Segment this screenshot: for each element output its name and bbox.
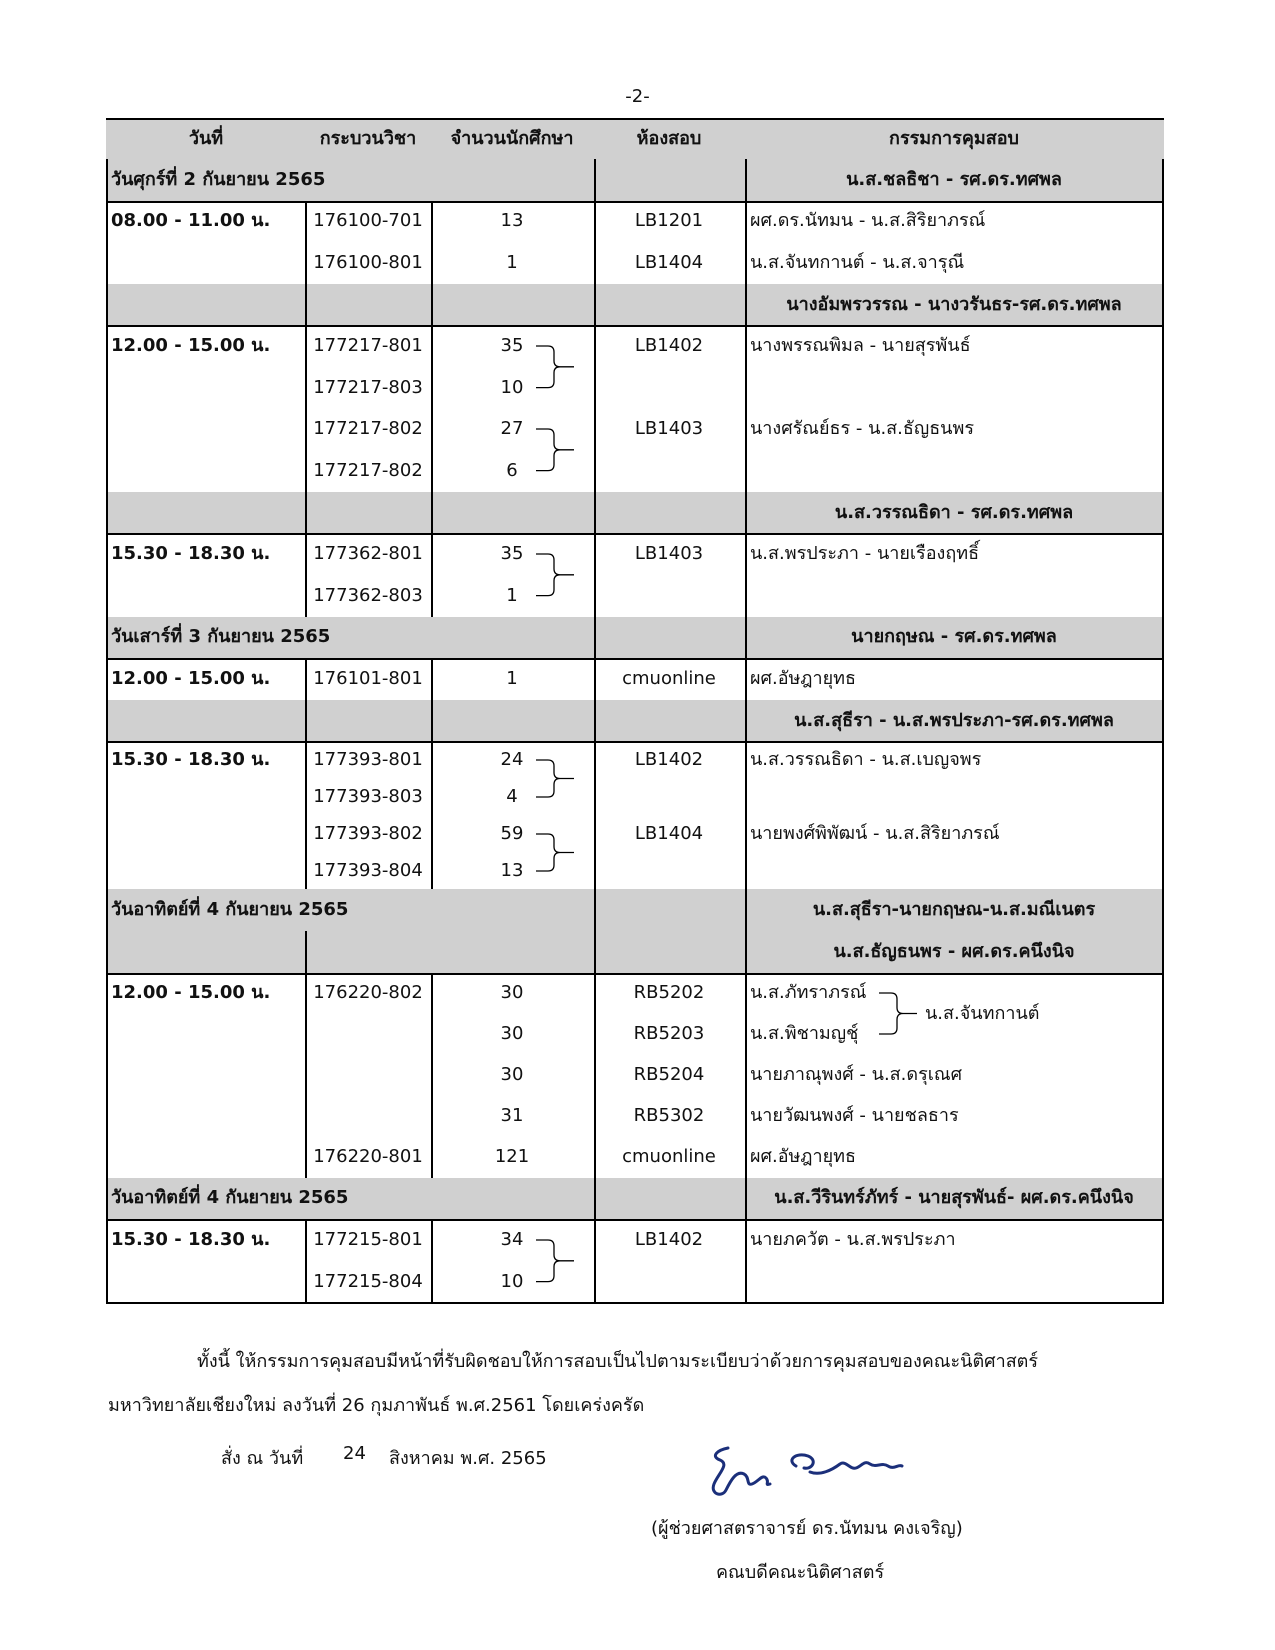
exam-room: LB1404 (634, 252, 704, 273)
table-rule (106, 700, 108, 742)
proctors: นางศรัณย์ธร - น.ส.ธัญธนพร (750, 418, 975, 440)
footer-paragraph-line-1: ทั้งนี้ ให้กรรมการคุมสอบมีหน้าที่รับผิดชอบให้การสอบเป็นไปตามระเบียบว่าด้วยการคุมสอบของคณะนิติศาสตร์ (197, 1351, 1039, 1372)
table-rule (594, 533, 596, 616)
table-rule (594, 284, 596, 326)
student-count: 35 (500, 335, 524, 357)
exam-room: LB1402 (634, 335, 704, 357)
exam-room: RB5202 (633, 982, 705, 1004)
shared-proctor: น.ส.จันทกานต์ (925, 1002, 1040, 1024)
student-count-brace (534, 549, 578, 601)
section-day: วันศุกร์ที่ 2 กันยายน 2565 (111, 168, 326, 190)
proctors: นางพรรณพิมล - นายสุรพันธ์ (750, 335, 971, 357)
time-slot: 08.00 - 11.00 น. (111, 210, 271, 232)
section-chief-proctors: น.ส.วรรณธิดา - รศ.ดร.ทศพล (834, 501, 1074, 523)
page-number: -2- (625, 86, 650, 107)
course-code: 176220-802 (313, 982, 423, 1004)
student-count: 121 (494, 1146, 530, 1168)
student-count-brace (534, 424, 578, 476)
table-rule (1162, 533, 1164, 616)
table-rule (106, 658, 1164, 660)
course-code: 177362-803 (313, 584, 423, 606)
proctors: ผศ.ดร.นัทมน - น.ส.สิริยาภรณ์ (750, 210, 986, 232)
table-rule (1162, 159, 1164, 201)
exam-room: LB1201 (634, 210, 704, 232)
order-date-prefix: สั่ง ณ วันที่ (221, 1448, 304, 1469)
table-rule (1162, 325, 1164, 491)
table-rule (431, 492, 433, 534)
course-code: 176101-801 (313, 668, 423, 689)
proctors: น.ส.จันทกานต์ - น.ส.จารุณี (750, 252, 965, 273)
course-code: 177393-801 (313, 748, 423, 770)
table-rule (594, 201, 596, 284)
table-rule (745, 284, 747, 326)
table-rule (1162, 201, 1164, 284)
time-slot: 15.30 - 18.30 น. (111, 543, 271, 565)
proctors: น.ส.พรประภา - นายเรืองฤทธิ์ (750, 543, 980, 565)
time-slot: 15.30 - 18.30 น. (111, 1229, 271, 1250)
section-day: วันอาทิตย์ที่ 4 กันยายน 2565 (111, 1187, 349, 1209)
table-rule (431, 973, 433, 1178)
student-count: 13 (500, 210, 524, 232)
time-slot: 12.00 - 15.00 น. (111, 982, 271, 1004)
column-header: กรรมการคุมสอบ (889, 127, 1019, 149)
table-rule (745, 700, 747, 742)
table-rule (431, 201, 433, 284)
table-rule (106, 973, 108, 1178)
table-rule (1162, 889, 1164, 972)
table-rule (745, 617, 747, 659)
course-code: 177217-802 (313, 418, 423, 440)
table-rule (594, 159, 596, 201)
course-code: 176100-701 (313, 210, 423, 232)
table-rule (106, 1219, 1164, 1221)
table-rule (106, 617, 108, 659)
table-rule (1162, 973, 1164, 1178)
student-count-brace (534, 829, 578, 876)
footer-paragraph-line-2: มหาวิทยาลัยเชียงใหม่ ลงวันที่ 26 กุมภาพันธ์ พ.ศ.2561 โดยเคร่งครัด (108, 1395, 645, 1416)
table-rule (106, 889, 108, 972)
table-rule (305, 492, 307, 534)
course-code: 177215-801 (313, 1229, 423, 1250)
table-rule (305, 658, 307, 700)
table-rule (745, 201, 747, 284)
student-count: 30 (500, 1023, 524, 1045)
section-chief-proctors: น.ส.ธัญธนพร - ผศ.ดร.คนึงนิจ (833, 940, 1075, 962)
table-rule (106, 325, 1164, 327)
student-count: 35 (500, 543, 524, 565)
table-rule (1162, 1219, 1164, 1302)
exam-room: RB5302 (633, 1105, 705, 1127)
student-count: 10 (500, 376, 524, 398)
section-chief-proctors: นางอัมพรวรรณ - นางวรันธร-รศ.ดร.ทศพล (786, 293, 1122, 315)
table-rule (106, 741, 1164, 743)
student-count: 6 (506, 460, 518, 481)
course-code: 177217-802 (313, 460, 423, 481)
table-rule (305, 931, 307, 973)
table-rule (745, 889, 747, 972)
table-rule (305, 973, 307, 1178)
table-rule (745, 658, 747, 700)
student-count-brace (534, 341, 578, 393)
table-rule (106, 658, 108, 700)
proctors: น.ส.ภัทราภรณ์ (750, 982, 867, 1004)
table-rule (106, 492, 108, 534)
table-rule (106, 533, 108, 616)
signature-image (700, 1440, 940, 1510)
table-rule (745, 1178, 747, 1220)
section-day: วันอาทิตย์ที่ 4 กันยายน 2565 (111, 899, 349, 921)
exam-room: RB5203 (633, 1023, 705, 1045)
table-rule (1162, 617, 1164, 659)
table-rule (106, 1219, 108, 1302)
time-slot: 12.00 - 15.00 น. (111, 335, 271, 357)
table-rule (106, 741, 108, 889)
proctors: นายพงศ์พิพัฒน์ - น.ส.สิริยาภรณ์ (750, 822, 1000, 844)
table-rule (745, 533, 747, 616)
table-rule (305, 201, 307, 284)
table-rule (431, 741, 433, 889)
table-rule (594, 973, 596, 1178)
table-rule (305, 325, 307, 491)
table-rule (594, 1219, 596, 1302)
table-rule (1162, 492, 1164, 534)
exam-room: LB1403 (634, 543, 704, 565)
order-date-month-year: สิงหาคม พ.ศ. 2565 (389, 1448, 547, 1469)
exam-room: RB5204 (633, 1064, 705, 1086)
section-chief-proctors: น.ส.ชลธิชา - รศ.ดร.ทศพล (846, 168, 1062, 190)
table-rule (745, 159, 747, 201)
table-rule (1162, 741, 1164, 889)
table-rule (1162, 700, 1164, 742)
student-count: 24 (500, 748, 524, 770)
proctor-brace (877, 988, 921, 1039)
table-rule (431, 533, 433, 616)
proctors: ผศ.อัษฎายุทธ (750, 1146, 856, 1168)
time-slot: 15.30 - 18.30 น. (111, 748, 271, 770)
column-header: กระบวนวิชา (319, 127, 417, 149)
student-count: 4 (506, 785, 518, 807)
table-rule (431, 325, 433, 491)
table-rule (431, 658, 433, 700)
student-count: 34 (500, 1229, 524, 1250)
table-rule (106, 325, 108, 491)
table-rule (431, 1219, 433, 1302)
proctors: นายภาณุพงศ์ - น.ส.ดรุเณศ (750, 1064, 963, 1086)
course-code: 176220-801 (313, 1146, 423, 1168)
proctors: นายวัฒนพงศ์ - นายชลธาร (750, 1105, 959, 1127)
student-count: 10 (500, 1270, 524, 1292)
table-rule (1162, 284, 1164, 326)
table-rule (106, 1178, 108, 1220)
column-header: จำนวนนักศึกษา (450, 127, 574, 149)
table-rule (305, 700, 307, 742)
student-count: 1 (506, 584, 518, 606)
exam-room: LB1403 (634, 418, 704, 440)
table-rule (745, 741, 747, 889)
table-rule (745, 1219, 747, 1302)
table-rule (1162, 1178, 1164, 1220)
signer-name: (ผู้ช่วยศาสตราจารย์ ดร.นัทมน คงเจริญ) (651, 1518, 963, 1539)
table-rule (594, 658, 596, 700)
table-rule (106, 201, 108, 284)
student-count: 30 (500, 982, 524, 1004)
student-count: 1 (506, 252, 518, 273)
course-code: 177393-803 (313, 785, 423, 807)
table-rule (305, 741, 307, 889)
table-rule (745, 973, 747, 1178)
student-count: 30 (500, 1064, 524, 1086)
section-chief-proctors: น.ส.สุธีรา - น.ส.พรประภา-รศ.ดร.ทศพล (794, 709, 1114, 731)
table-rule (106, 118, 1164, 120)
student-count-brace (534, 755, 578, 802)
table-rule (1162, 658, 1164, 700)
column-header: ห้องสอบ (636, 127, 702, 149)
table-rule (594, 1178, 596, 1220)
exam-room: LB1404 (634, 822, 704, 844)
table-rule (305, 533, 307, 616)
signer-title: คณบดีคณะนิติศาสตร์ (716, 1562, 885, 1583)
exam-schedule-table (106, 118, 1164, 1330)
student-count: 13 (500, 859, 524, 881)
table-rule (106, 201, 1164, 203)
time-slot: 12.00 - 15.00 น. (111, 668, 271, 689)
table-rule (594, 492, 596, 534)
course-code: 176100-801 (313, 252, 423, 273)
exam-room: LB1402 (634, 1229, 704, 1250)
exam-room: cmuonline (622, 1146, 716, 1168)
student-count: 1 (506, 668, 518, 689)
course-code: 177362-801 (313, 543, 423, 565)
table-rule (106, 973, 1164, 975)
course-code: 177393-804 (313, 859, 423, 881)
exam-room: LB1402 (634, 748, 704, 770)
table-rule (745, 492, 747, 534)
student-count: 27 (500, 418, 524, 440)
table-rule (594, 741, 596, 889)
proctors: นายภควัต - น.ส.พรประภา (750, 1229, 956, 1250)
exam-room: cmuonline (622, 668, 716, 689)
proctors: น.ส.วรรณธิดา - น.ส.เบญจพร (750, 748, 982, 770)
table-rule (594, 617, 596, 659)
table-rule (594, 325, 596, 491)
order-date-day: 24 (343, 1443, 366, 1464)
proctors: ผศ.อัษฎายุทธ (750, 668, 856, 689)
proctors: น.ส.พิชามญชุ์ (750, 1023, 859, 1045)
table-rule (745, 325, 747, 491)
table-rule (106, 533, 1164, 535)
section-chief-proctors: น.ส.สุธีรา-นายกฤษณ-น.ส.มณีเนตร (812, 899, 1096, 921)
section-chief-proctors: นายกฤษณ - รศ.ดร.ทศพล (851, 626, 1057, 648)
course-code: 177217-801 (313, 335, 423, 357)
student-count: 31 (500, 1105, 524, 1127)
course-code: 177217-803 (313, 376, 423, 398)
course-code: 177393-802 (313, 822, 423, 844)
table-rule (594, 889, 596, 972)
table-rule (106, 284, 108, 326)
student-count: 59 (500, 822, 524, 844)
table-rule (594, 700, 596, 742)
table-rule (106, 159, 108, 201)
student-count-brace (534, 1235, 578, 1287)
table-rule (431, 700, 433, 742)
table-rule (106, 1302, 1164, 1304)
section-day: วันเสาร์ที่ 3 กันยายน 2565 (111, 626, 331, 648)
course-code: 177215-804 (313, 1270, 423, 1292)
column-header: วันที่ (188, 127, 224, 149)
table-rule (305, 1219, 307, 1302)
section-chief-proctors: น.ส.วีรินทร์ภัทร์ - นายสุรพันธ์- ผศ.ดร.คนึงนิจ (774, 1187, 1134, 1209)
table-rule (431, 284, 433, 326)
table-rule (305, 284, 307, 326)
